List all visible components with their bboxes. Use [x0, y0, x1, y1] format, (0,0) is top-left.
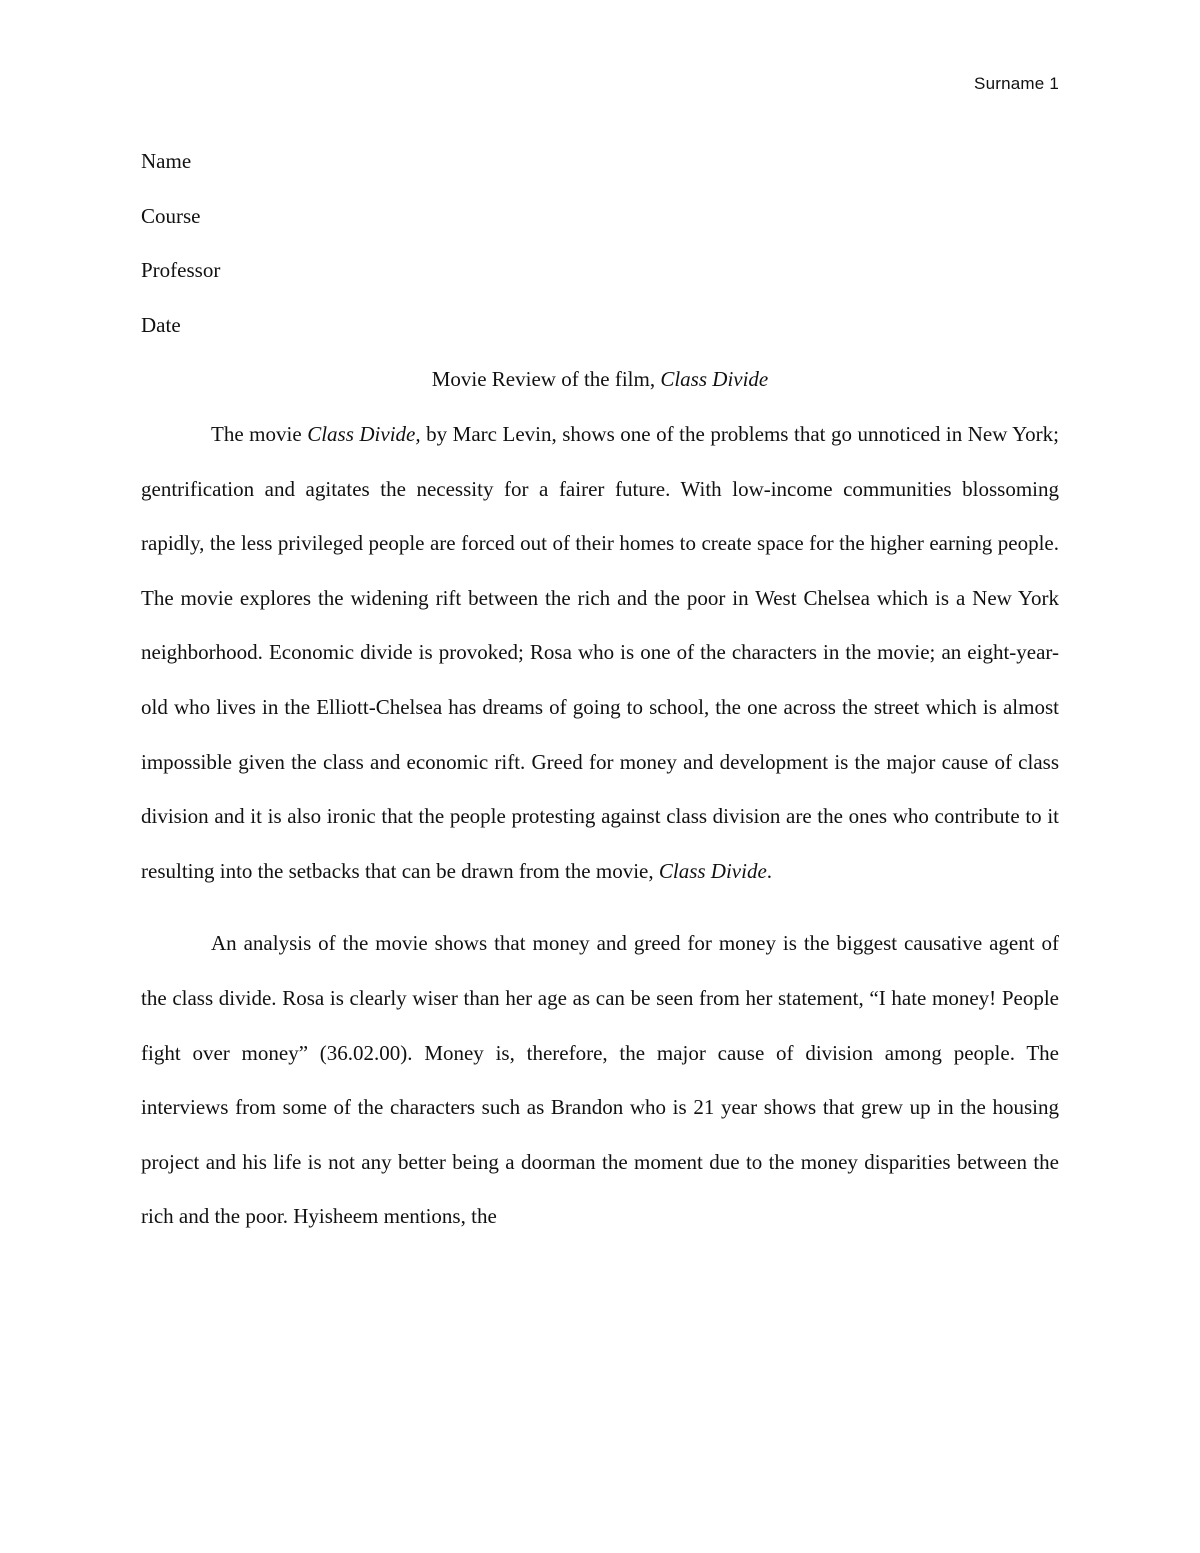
essay-title-film: Class Divide [660, 367, 769, 392]
date-line: Date [141, 312, 181, 337]
paragraph-1-part1: The movie [211, 421, 308, 446]
essay-title-prefix: Movie Review of the film, [431, 367, 661, 392]
running-header: Surname 1 [974, 74, 1059, 93]
paragraph-1-end: . [766, 858, 773, 883]
essay-title [141, 352, 1059, 407]
paragraph-2: An analysis of the movie shows that money and greed for money is the biggest causative agent of the class divide. Rosa is clearly wiser than her age as can be seen from her statement, “I hate money! People fight over money” (36.02.00). Money is, therefore, the major cause of division among people. The interviews from some of the characters such as Brandon who is 21 year shows that grew up in the housing project and his life is not any better being a doorman the moment due to the money disparities between the rich and the poor. Hyisheem mentions, the [141, 931, 1059, 1229]
paragraph-1-film-end: Class Divide [658, 858, 767, 883]
paragraph-1 [141, 407, 1059, 898]
student-name-line: Name [141, 149, 192, 173]
course-line: Course [141, 203, 201, 228]
professor-line: Professor [141, 258, 221, 283]
document-body [141, 134, 1059, 1244]
paragraph-1-part2: by Marc Levin, shows one of the problems that go unnoticed in New York; gentrification and agitates the necessity for a fairer future. With low-income communities blossoming rapidly, the less privileged people are forced out of their homes to create space for the higher earning people. The movie explores the widening rift between the rich and the poor in West Chelsea which is a New York neighborhood. Economic divide is provoked; Rosa who is one of the characters in the movie; an eight-year-old who lives in the Elliott-Chelsea has dreams of going to school, the one across the street which is almost impossible given the class and economic rift. Greed for money and development is the major cause of class division and it is also ironic that the people protesting against class division are the ones who contribute to it resulting into the setbacks that can be drawn from the movie, [141, 421, 1059, 883]
paragraph-1-film: Class Divide, [307, 421, 421, 446]
